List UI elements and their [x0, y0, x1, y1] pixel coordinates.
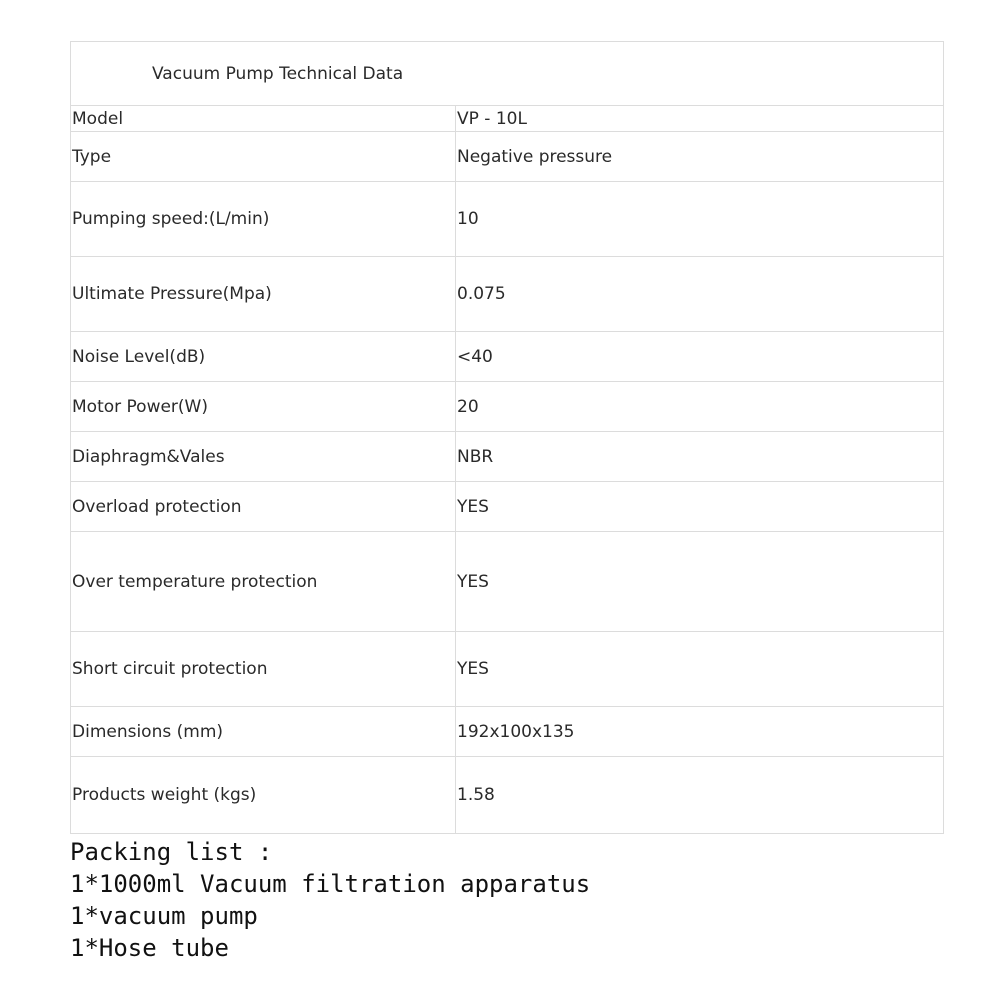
row-value: NBR — [456, 432, 944, 482]
packing-list-item: 1*Hose tube — [70, 934, 229, 962]
table-row — [71, 257, 944, 332]
row-label: Over temperature protection — [71, 532, 456, 632]
table-row — [71, 432, 944, 482]
spec-table — [70, 41, 944, 834]
row-label: Pumping speed:(L/min) — [71, 182, 456, 257]
packing-list-item: 1*1000ml Vacuum filtration apparatus — [70, 870, 591, 898]
row-label: Motor Power(W) — [71, 382, 456, 432]
table-title: Vacuum Pump Technical Data — [71, 42, 944, 106]
packing-list — [70, 836, 590, 964]
row-label: Short circuit protection — [71, 632, 456, 707]
row-label: Products weight (kgs) — [71, 757, 456, 834]
row-value: 192x100x135 — [456, 707, 944, 757]
row-label: Overload protection — [71, 482, 456, 532]
table-row — [71, 482, 944, 532]
table-row — [71, 532, 944, 632]
row-value: 10 — [456, 182, 944, 257]
table-row — [71, 382, 944, 432]
row-value: <40 — [456, 332, 944, 382]
row-value: YES — [456, 482, 944, 532]
row-value: 20 — [456, 382, 944, 432]
table-row — [71, 106, 944, 132]
row-label: Dimensions (mm) — [71, 707, 456, 757]
row-label: Type — [71, 132, 456, 182]
table-row — [71, 182, 944, 257]
table-row — [71, 757, 944, 834]
row-label: Noise Level(dB) — [71, 332, 456, 382]
row-label: Model — [71, 106, 456, 132]
packing-list-item: 1*vacuum pump — [70, 902, 258, 930]
table-row — [71, 332, 944, 382]
packing-list-heading: Packing list : — [70, 838, 273, 866]
table-row — [71, 632, 944, 707]
row-value: YES — [456, 632, 944, 707]
row-value: Negative pressure — [456, 132, 944, 182]
row-value: VP - 10L — [456, 106, 944, 132]
row-value: 0.075 — [456, 257, 944, 332]
table-row — [71, 132, 944, 182]
table-row — [71, 707, 944, 757]
row-label: Diaphragm&Vales — [71, 432, 456, 482]
row-value: YES — [456, 532, 944, 632]
table-title-row — [71, 42, 944, 106]
row-label: Ultimate Pressure(Mpa) — [71, 257, 456, 332]
row-value: 1.58 — [456, 757, 944, 834]
